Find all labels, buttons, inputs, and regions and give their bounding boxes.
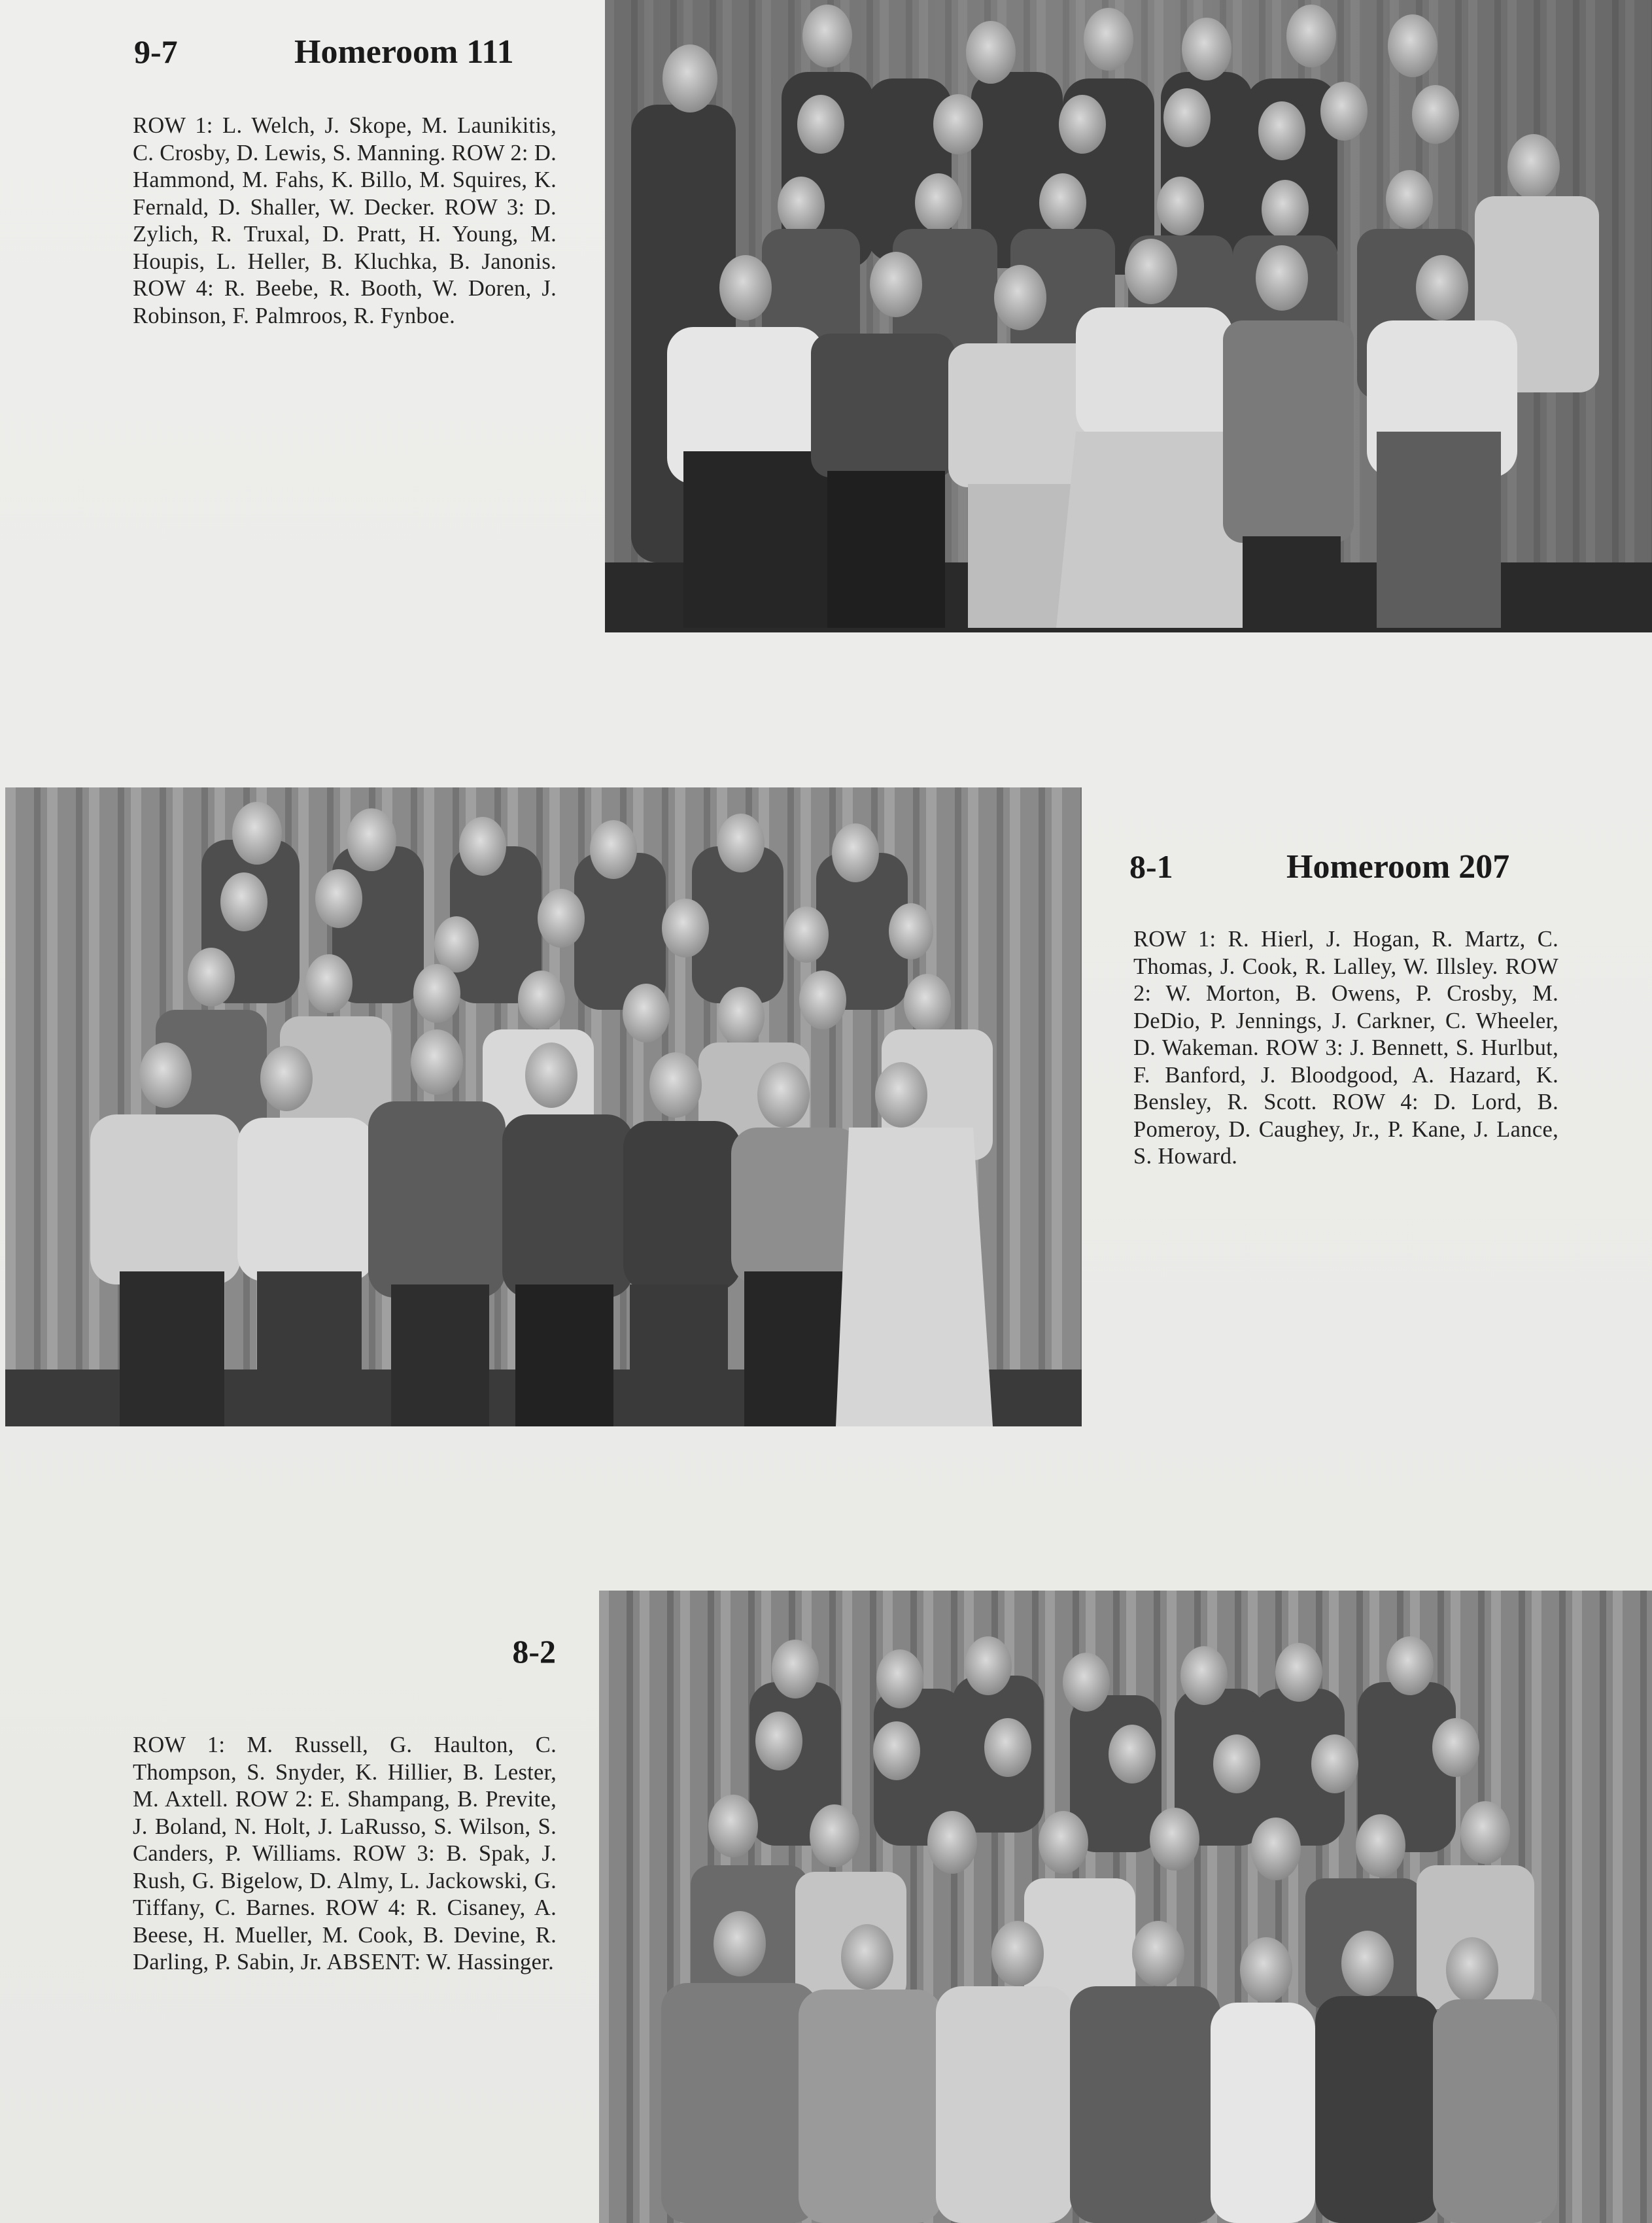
- class-photo-8-1-image: [5, 787, 1082, 1426]
- grade-label: 9-7: [134, 33, 178, 70]
- class-photo-9-7-image: [605, 0, 1652, 632]
- section-header-8-1: [1129, 848, 1587, 893]
- class-photo-8-2-image: [599, 1591, 1652, 2223]
- class-photo-8-1: [5, 787, 1082, 1426]
- grade-label: 8-2: [512, 1633, 556, 1670]
- roster-caption-9-7: ROW 1: L. Welch, J. Skope, M. Launikitis, C. Crosby, D. Lewis, S. Manning. ROW 2: D. Hammond, M. Fahs, K. Billo, M. Squires, K. Fernald, D. Shaller, W. Decker. ROW 3: D. Zylich, R. Truxal, D. Pratt, H. Young, M. Houpis, L. Heller, B. Kluchka, B. Janonis. ROW 4: R. Beebe, R. Booth, W. Doren, J. Robinson, F. Palmroos, R. Fynboe.: [133, 113, 557, 328]
- class-photo-8-2: [599, 1591, 1652, 2223]
- homeroom-label: Homeroom 207: [1286, 848, 1510, 886]
- grade-label: 8-1: [1129, 848, 1173, 885]
- section-header-9-7: [134, 33, 553, 78]
- homeroom-label: Homeroom 111: [294, 33, 514, 71]
- roster-caption-8-2: ROW 1: M. Russell, G. Haulton, C. Thompson, S. Snyder, K. Hillier, B. Lester, M. Axtell. ROW 2: E. Shampang, B. Previte, J. Boland, N. Holt, J. LaRusso, S. Wilson, S. Canders, P. Williams. ROW 3: B. Spak, J. Rush, G. Bigelow, D. Almy, L. Jackowski, G. Tiffany, C. Barnes. ROW 4: R. Cisaney, A. Beese, H. Mueller, M. Cook, B. Devine, R. Darling, P. Sabin, Jr. ABSENT: W. Hassinger.: [133, 1732, 557, 1974]
- roster-caption-8-1: ROW 1: R. Hierl, J. Hogan, R. Martz, C. Thomas, J. Cook, R. Lalley, W. Illsley. ROW 2: W. Morton, B. Owens, P. Crosby, M. DeDio, P. Jennings, J. Carkner, C. Wheeler, D. Wakeman. ROW 3: J. Bennett, S. Hurlbut, F. Banford, J. Bloodgood, A. Hazard, K. Bensley, R. Scott. ROW 4: D. Lord, B. Pomeroy, D. Caughey, Jr., P. Kane, J. Lance, S. Howard.: [1133, 927, 1558, 1169]
- section-header-8-2: [458, 1632, 556, 1678]
- class-photo-9-7: [605, 0, 1652, 632]
